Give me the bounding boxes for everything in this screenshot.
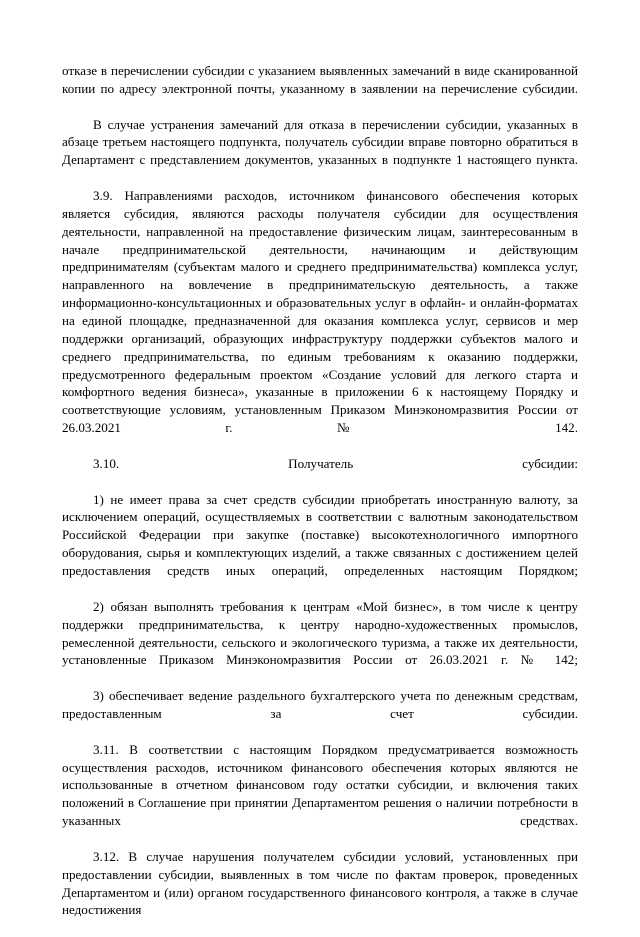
paragraph: 3.10. Получатель субсидии: <box>93 455 578 471</box>
paragraph: 3) обеспечивает ведение раздельного бухгалтерского учета по денежным средствам, предоставленным за счет субсидии. <box>62 688 578 721</box>
document-body <box>62 62 578 937</box>
paragraph: 1) не имеет права за счет средств субсидии приобретать иностранную валюту, за исключением операций, осуществляемых в соответствии с валютным законодательством Российской Федерации при закупке (поставке) высокотехнологичного импортного оборудования, сырья и комплектующих изделий, а также связанных с достижением целей предоставления средств иных операций, определенных настоящим Порядком; <box>62 491 578 579</box>
paragraph: отказе в перечислении субсидии с указанием выявленных замечаний в виде сканированной копии по адресу электронной почты, указанному в заявлении на перечисление субсидии. <box>62 63 578 96</box>
paragraph: 3.12. В случае нарушения получателем субсидии условий, установленных при предоставлении субсидии, выявленных в том числе по фактам проверок, проведенных Департаментом и (или) органом государственного финансового контроля, а также в случае недостижения <box>62 848 578 918</box>
paragraph: 3.11. В соответствии с настоящим Порядком предусматривается возможность осуществления расходов, источником финансового обеспечения которых являются не использованные в отчетном финансовом году остатки субсидии, и включения таких положений в Соглашение при принятии Департаментом решения о наличии потребности в указанных средствах. <box>62 741 578 829</box>
paragraph: В случае устранения замечаний для отказа в перечислении субсидии, указанных в абзаце третьем настоящего подпункта, получатель субсидии вправе повторно обратиться в Департамент с представлением документов, указанных в подпункте 1 настоящего пункта. <box>62 116 578 168</box>
paragraph: 3.9. Направлениями расходов, источником финансового обеспечения которых является субсидия, являются расходы получателя субсидии для осуществления деятельности, направленной на предоставление физическим лицам, заинтересованным в начале предпринимательской деятельности, начинающим и действующим предпринимателям (субъектам малого и среднего предпринимательства) комплекса услуг, направленного на вовлечение в предпринимательскую деятельность, а также информационно-консультационных и образовательных услуг в офлайн- и онлайн-форматах на единой площадке, предназначенной для оказания комплекса услуг, сервисов и мер поддержки организаций, образующих инфраструктуру поддержки субъектов малого и среднего предпринимательства, по единым требованиям к оказанию поддержки, предусмотренного федеральным проектом «Создание условий для легкого старта и комфортного ведения бизнеса», указанные в приложении 6 к настоящему Порядку и соответствующие условиям, установленным Приказом Минэкономразвития России от 26.03.2021 г. № 142. <box>62 188 578 436</box>
paragraph: 2) обязан выполнять требования к центрам «Мой бизнес», в том числе к центру поддержки предпринимательства, к центру народно-художественных промыслов, ремесленной деятельности, сельского и экологического туризма, а также их деятельности, установленные Приказом Минэкономразвития России от 26.03.2021 г. № 142; <box>62 598 578 668</box>
